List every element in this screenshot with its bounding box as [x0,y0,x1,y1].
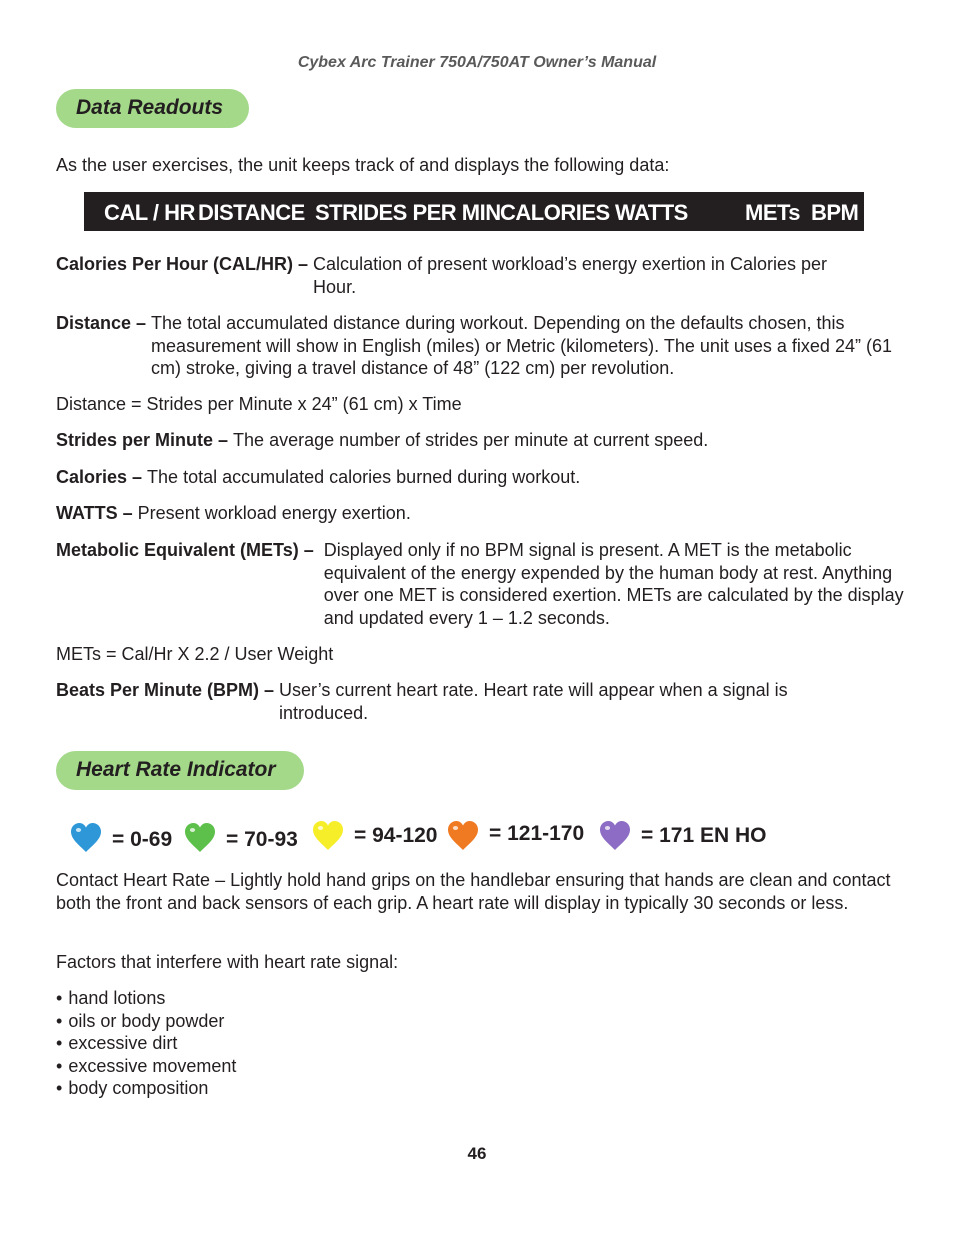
definition-cal-hr [56,253,868,298]
list-item: • excessive dirt [56,1032,236,1055]
blue-heart-icon [70,822,102,854]
green-heart-icon [184,822,216,854]
definition-text-mets: Displayed only if no BPM signal is present. A MET is the metabolic equivalent of the energy expended by the human body at rest. Anything over one MET is considered exertion. METs are calculated by the display and updated every 1 – 1.2 seconds. [323,540,904,628]
term-bpm: Beats Per Minute (BPM) – [56,680,275,700]
term-distance: Distance – [56,313,147,333]
readout-distance: DISTANCE [198,200,305,225]
factors-list [56,987,236,1100]
heart-range-yellow: = 94-120 [354,824,438,847]
definition-distance [56,312,902,380]
readout-watts: WATTS [615,200,688,225]
definition-text-strides: The average number of strides per minute at current speed. [233,430,709,450]
definition-watts [56,502,906,525]
readout-cal-hr: CAL / HR [104,200,195,225]
orange-heart-icon [447,820,479,852]
list-item: • oils or body powder [56,1010,236,1033]
definition-text-distance: The total accumulated distance during workout. Depending on the defaults chosen, this measurement will show in English (miles) or Metric (kilometers). The unit uses a fixed 24” (61 cm) stroke, giving a travel distance of 48” (122 cm) per revolution. [151,313,892,378]
page-header: Cybex Arc Trainer 750A/750AT Owner’s Manual [297,54,657,71]
definition-text-watts: Present workload energy exertion. [137,503,411,523]
mets-formula: METs = Cal/Hr X 2.2 / User Weight [56,644,334,664]
definition-strides [56,429,906,452]
definition-mets [56,539,906,629]
term-cal-hr: Calories Per Hour (CAL/HR) – [56,254,309,274]
readout-bpm: BPM [811,200,859,225]
section-heading-data-readouts: Data Readouts [56,89,249,128]
definition-text-bpm: User’s current heart rate. Heart rate will appear when a signal is introduced. [279,680,788,723]
term-strides: Strides per Minute – [56,430,229,450]
factors-intro: Factors that interfere with heart rate signal: [56,952,399,972]
distance-formula: Distance = Strides per Minute x 24” (61 cm) x Time [56,394,462,414]
section-heading-heart-rate: Heart Rate Indicator [56,751,304,790]
list-item: • excessive movement [56,1055,236,1078]
readout-calories: CALORIES [500,200,610,225]
yellow-heart-icon [312,820,344,852]
heart-range-blue: = 0-69 [112,828,173,851]
display-readout-bar [84,192,864,231]
contact-heart-rate-text: Contact Heart Rate – Lightly hold hand grips on the handlebar ensuring that hands are clean and contact both the front and back sensors of each grip. A heart rate will display in typically 30 seconds or less. [56,870,891,913]
definition-calories [56,466,906,489]
definition-text-cal-hr: Calculation of present workload’s energy exertion in Calories per Hour. [313,254,827,297]
list-item: • body composition [56,1077,236,1100]
term-calories: Calories – [56,467,143,487]
intro-text: As the user exercises, the unit keeps track of and displays the following data: [56,155,670,175]
readout-mets: METs [745,200,801,225]
list-item: • hand lotions [56,987,236,1010]
readout-strides-per-min: STRIDES PER MIN [315,200,501,225]
term-watts: WATTS – [56,503,133,523]
heart-range-green: = 70-93 [226,828,298,851]
definition-bpm [56,679,836,724]
term-mets: Metabolic Equivalent (METs) – [56,540,314,560]
heart-range-orange: = 121-170 [489,822,585,845]
heart-range-purple: = 171 EN HO [641,824,767,847]
definition-text-calories: The total accumulated calories burned during workout. [147,467,581,487]
purple-heart-icon [599,820,631,852]
page-number: 46 [467,1144,487,1163]
